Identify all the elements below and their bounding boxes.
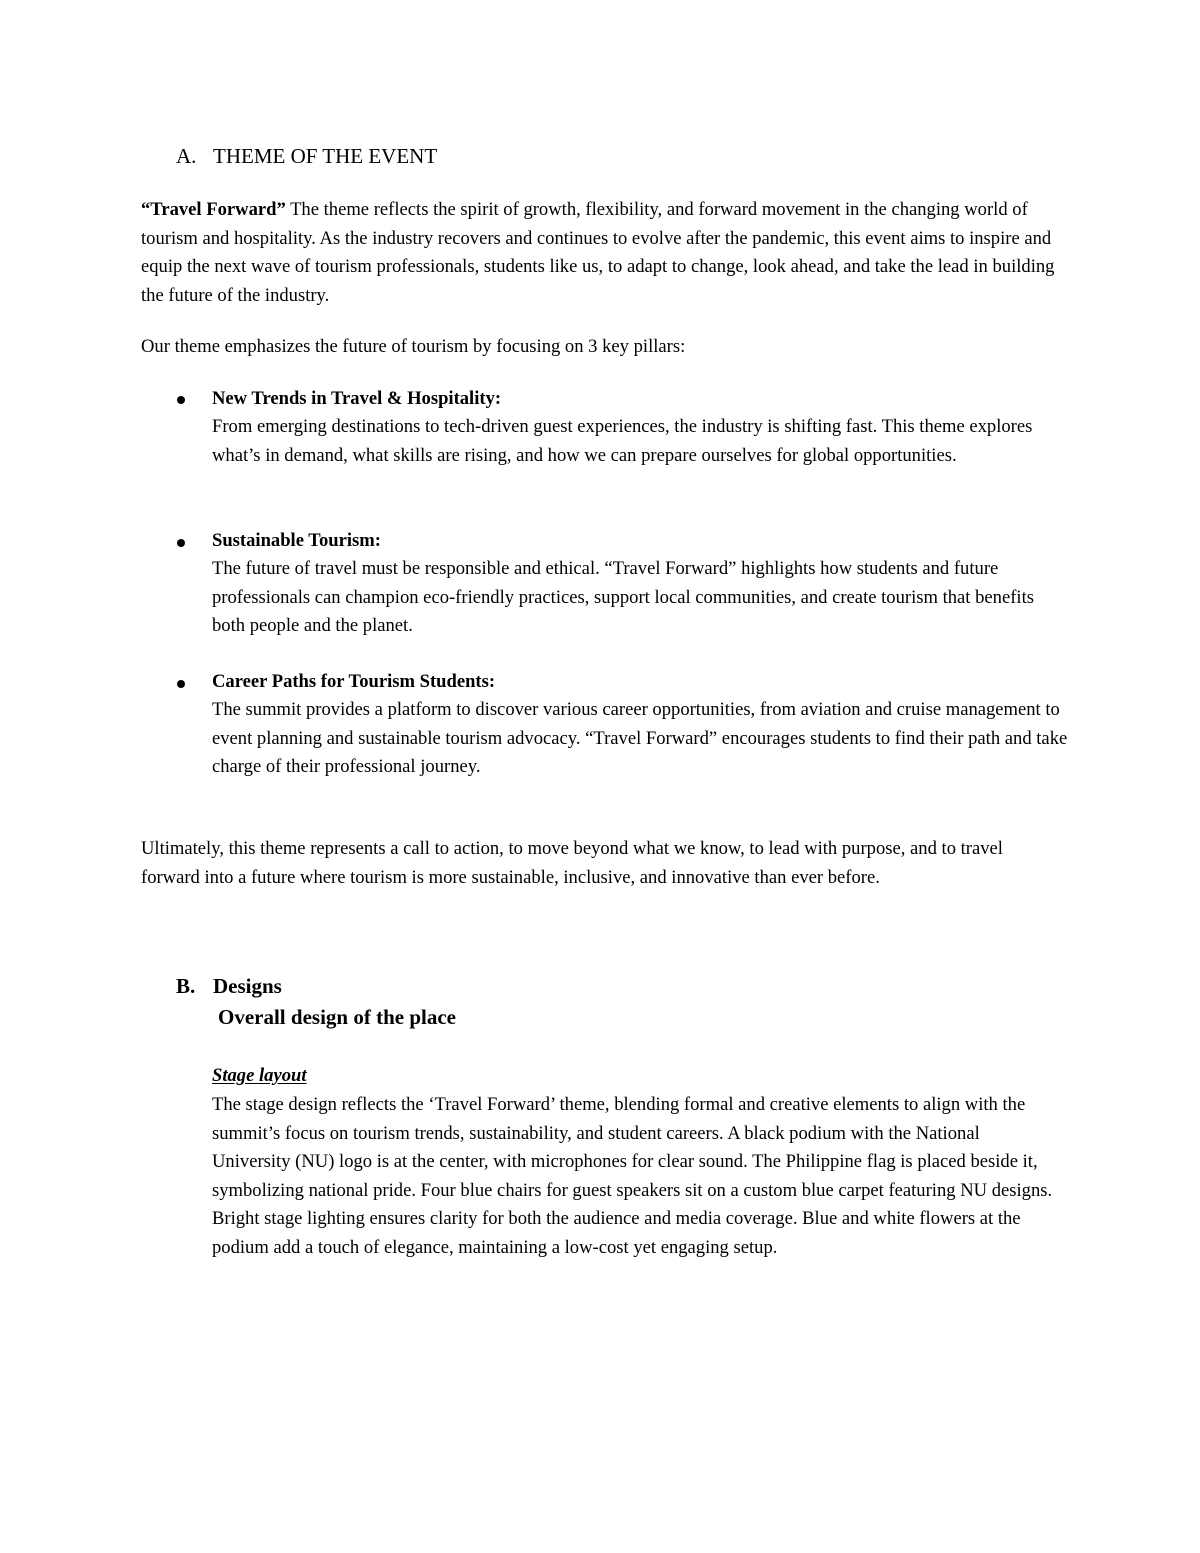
theme-conclusion: Ultimately, this theme represents a call to action, to move beyond what we know, to lead with purpose, and to travel forward into a future where tourism is more sustainable, inclusive, and innovative than ever before. bbox=[141, 838, 1003, 888]
section-a-heading bbox=[176, 142, 437, 170]
pillar-1-title: New Trends in Travel & Hospitality: bbox=[212, 388, 502, 409]
theme-intro-text: The theme reflects the spirit of growth, flexibility, and forward movement in the changing world of tourism and hospitality. As the industry recovers and continues to evolve after the pandemic, this event aims to inspire and equip the next wave of tourism professionals, students like us, to adapt to change, look ahead, and take the lead in building the future of the industry. bbox=[141, 199, 1055, 306]
pillars-intro: Our theme emphasizes the future of tourism by focusing on 3 key pillars: bbox=[141, 336, 686, 357]
bullet-icon bbox=[177, 539, 185, 547]
stage-layout-title: Stage layout bbox=[212, 1065, 307, 1086]
section-b-title: Designs bbox=[213, 974, 282, 998]
section-b-heading bbox=[176, 972, 282, 1000]
theme-name: “Travel Forward” bbox=[141, 199, 286, 220]
pillar-3-title: Career Paths for Tourism Students: bbox=[212, 671, 496, 692]
pillar-2-title: Sustainable Tourism: bbox=[212, 530, 381, 551]
section-a-letter: A. bbox=[176, 144, 197, 168]
section-b-letter: B. bbox=[176, 974, 196, 998]
bullet-icon bbox=[177, 396, 185, 404]
design-subtitle: Overall design of the place bbox=[218, 1005, 456, 1029]
theme-intro-paragraph bbox=[141, 196, 1061, 310]
pillar-3-text: The summit provides a platform to discover various career opportunities, from aviation and cruise management to event planning and sustainable tourism advocacy. “Travel Forward” encourages students to find their path and take charge of their professional journey. bbox=[212, 699, 1068, 778]
section-a-title: THEME OF THE EVENT bbox=[213, 144, 438, 168]
pillar-1-text: From emerging destinations to tech-driven guest experiences, the industry is shifting fast. This theme explores what’s in demand, what skills are rising, and how we can prepare ourselves for global opportunities. bbox=[212, 416, 1033, 466]
stage-layout-text: The stage design reflects the ‘Travel Forward’ theme, blending formal and creative elements to align with the summit’s focus on tourism trends, sustainability, and student careers. A black podium with the National University (NU) logo is at the center, with microphones for clear sound. The Philippine flag is placed beside it, symbolizing national pride. Four blue chairs for guest speakers sit on a custom blue carpet featuring NU designs. Bright stage lighting ensures clarity for both the audience and media coverage. Blue and white flowers at the podium add a touch of elegance, maintaining a low-cost yet engaging setup. bbox=[212, 1094, 1053, 1258]
bullet-icon bbox=[177, 680, 185, 688]
pillar-2-text: The future of travel must be responsible and ethical. “Travel Forward” highlights how students and future professionals can champion eco-friendly practices, support local communities, and create tourism that benefits both people and the planet. bbox=[212, 558, 1034, 637]
